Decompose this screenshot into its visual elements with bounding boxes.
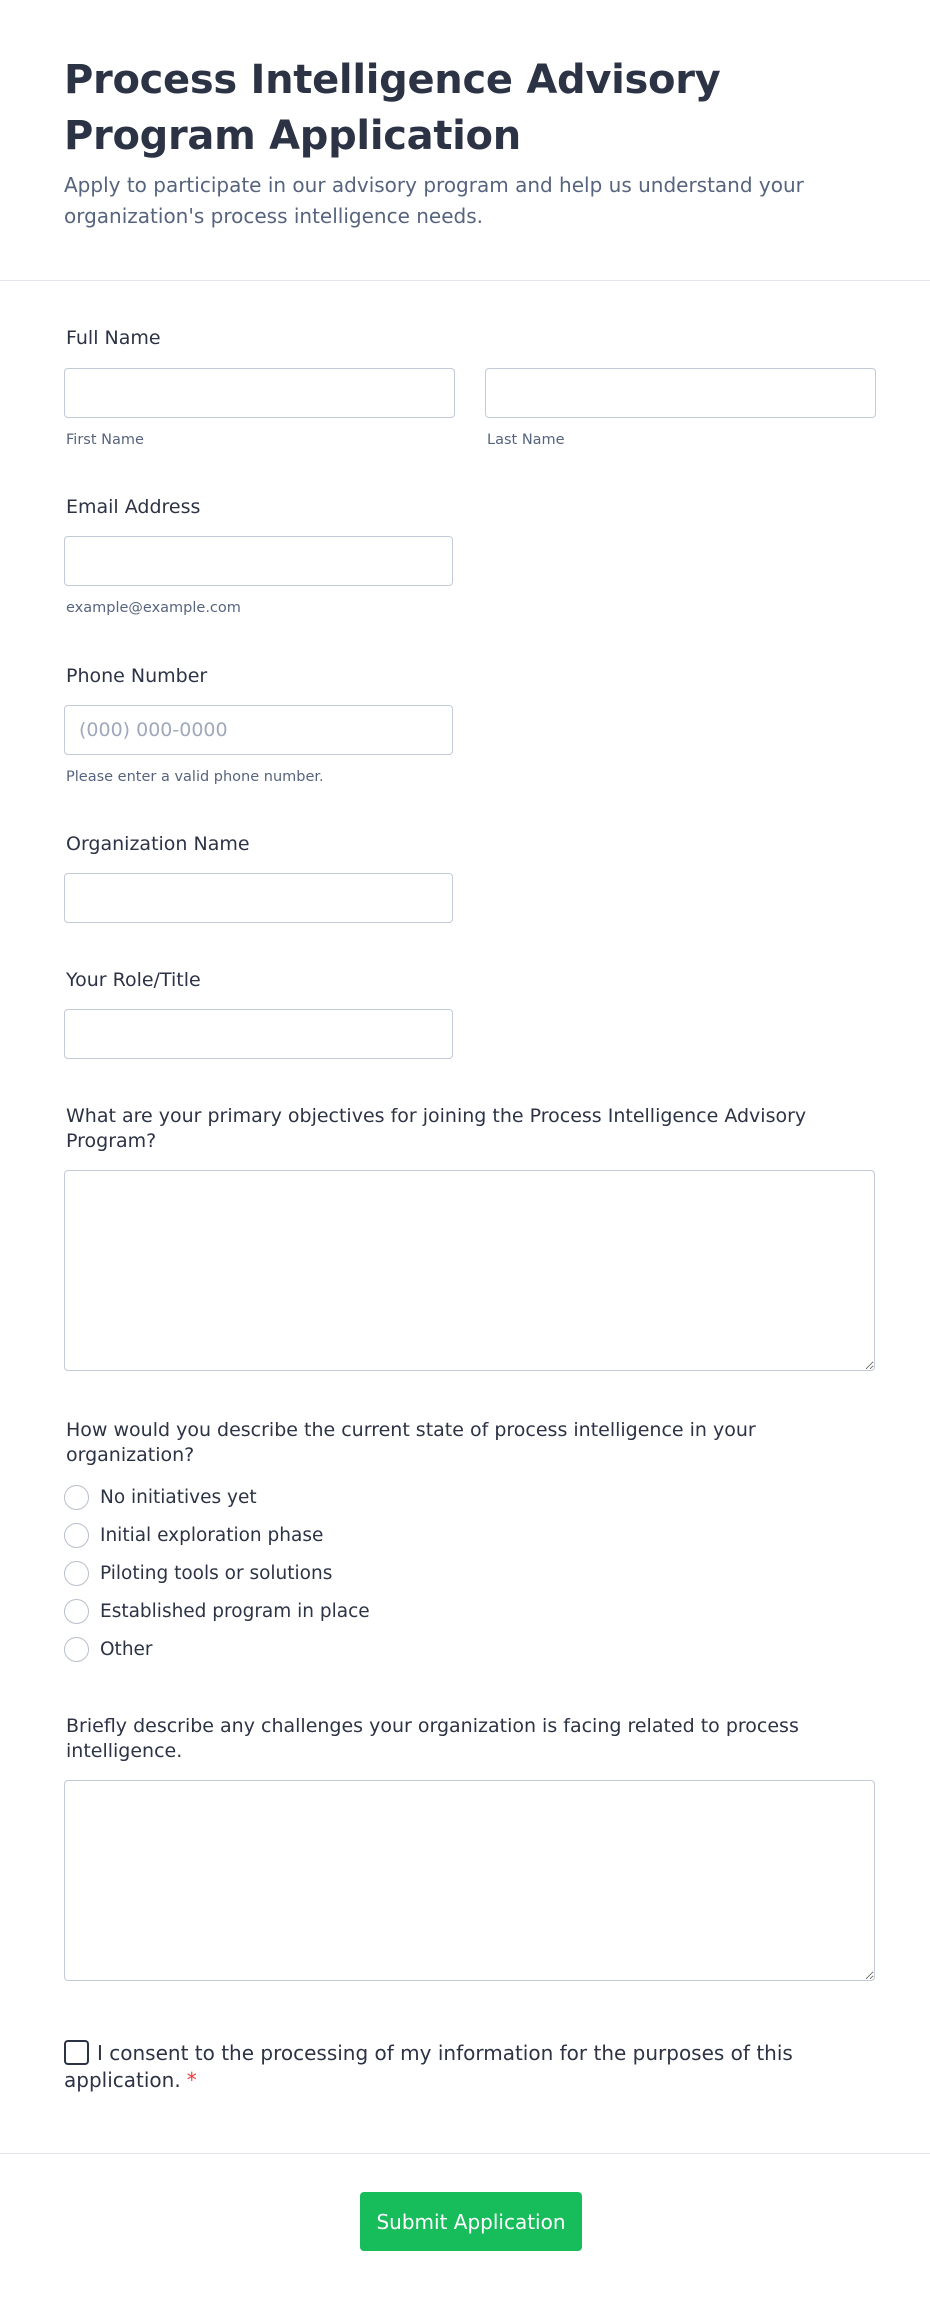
radio-option[interactable] — [64, 1630, 864, 1668]
current-state-label: How would you describe the current state of process intelligence in your organization? — [66, 1419, 756, 1466]
objectives-field — [64, 1104, 875, 1371]
form-header — [0, 0, 930, 281]
radio-option[interactable] — [64, 1592, 864, 1630]
radio-label[interactable]: Initial exploration phase — [100, 1524, 324, 1546]
role-field — [64, 968, 453, 1059]
organization-field — [64, 832, 453, 923]
consent-checkbox[interactable] — [64, 2040, 89, 2065]
radio-label[interactable]: Established program in place — [100, 1600, 370, 1622]
challenges-field — [64, 1714, 875, 1981]
consent-label[interactable]: I consent to the processing of my information for the purposes of this application. — [64, 2041, 793, 2092]
full-name-label: Full Name — [66, 327, 161, 349]
radio-label[interactable]: No initiatives yet — [100, 1486, 257, 1508]
phone-sublabel: Please enter a valid phone number. — [66, 769, 324, 785]
email-input[interactable] — [64, 536, 453, 586]
radio-label[interactable]: Other — [100, 1638, 153, 1660]
footer-divider — [0, 2153, 930, 2154]
challenges-label: Briefly describe any challenges your organization is facing related to process intelligence. — [66, 1715, 799, 1762]
current-state-field — [64, 1418, 864, 1668]
organization-label: Organization Name — [66, 833, 250, 855]
role-input[interactable] — [64, 1009, 453, 1059]
radio-option[interactable] — [64, 1478, 864, 1516]
objectives-label: What are your primary objectives for joining the Process Intelligence Advisory Program? — [66, 1105, 807, 1152]
first-name-sublabel: First Name — [66, 432, 144, 448]
challenges-textarea[interactable] — [64, 1780, 875, 1981]
radio-button[interactable] — [64, 1485, 89, 1510]
full-name-field — [64, 326, 876, 448]
submit-button[interactable]: Submit Application — [360, 2192, 582, 2251]
radio-option[interactable] — [64, 1516, 864, 1554]
radio-button[interactable] — [64, 1599, 89, 1624]
radio-label[interactable]: Piloting tools or solutions — [100, 1562, 333, 1584]
last-name-input[interactable] — [485, 368, 876, 418]
consent-text-block — [64, 2040, 864, 2094]
phone-label: Phone Number — [66, 665, 208, 687]
phone-input[interactable] — [64, 705, 453, 755]
email-field — [64, 495, 453, 616]
full-name-inputs — [64, 368, 876, 448]
first-name-input[interactable] — [64, 368, 455, 418]
required-mark: * — [186, 2068, 197, 2092]
objectives-textarea[interactable] — [64, 1170, 875, 1371]
email-label: Email Address — [66, 496, 201, 518]
last-name-sublabel: Last Name — [487, 432, 565, 448]
page-title: Process Intelligence Advisory Program Application — [64, 57, 721, 159]
last-name-group — [485, 368, 876, 448]
radio-option[interactable] — [64, 1554, 864, 1592]
role-label: Your Role/Title — [66, 969, 201, 991]
current-state-options — [64, 1478, 864, 1668]
first-name-group — [64, 368, 455, 448]
organization-input[interactable] — [64, 873, 453, 923]
consent-field — [64, 2040, 864, 2094]
phone-field — [64, 664, 453, 785]
radio-button[interactable] — [64, 1523, 89, 1548]
radio-button[interactable] — [64, 1637, 89, 1662]
page-subtitle: Apply to participate in our advisory program and help us understand your organization's process intelligence needs. — [64, 173, 804, 228]
radio-button[interactable] — [64, 1561, 89, 1586]
email-sublabel: example@example.com — [66, 600, 241, 616]
